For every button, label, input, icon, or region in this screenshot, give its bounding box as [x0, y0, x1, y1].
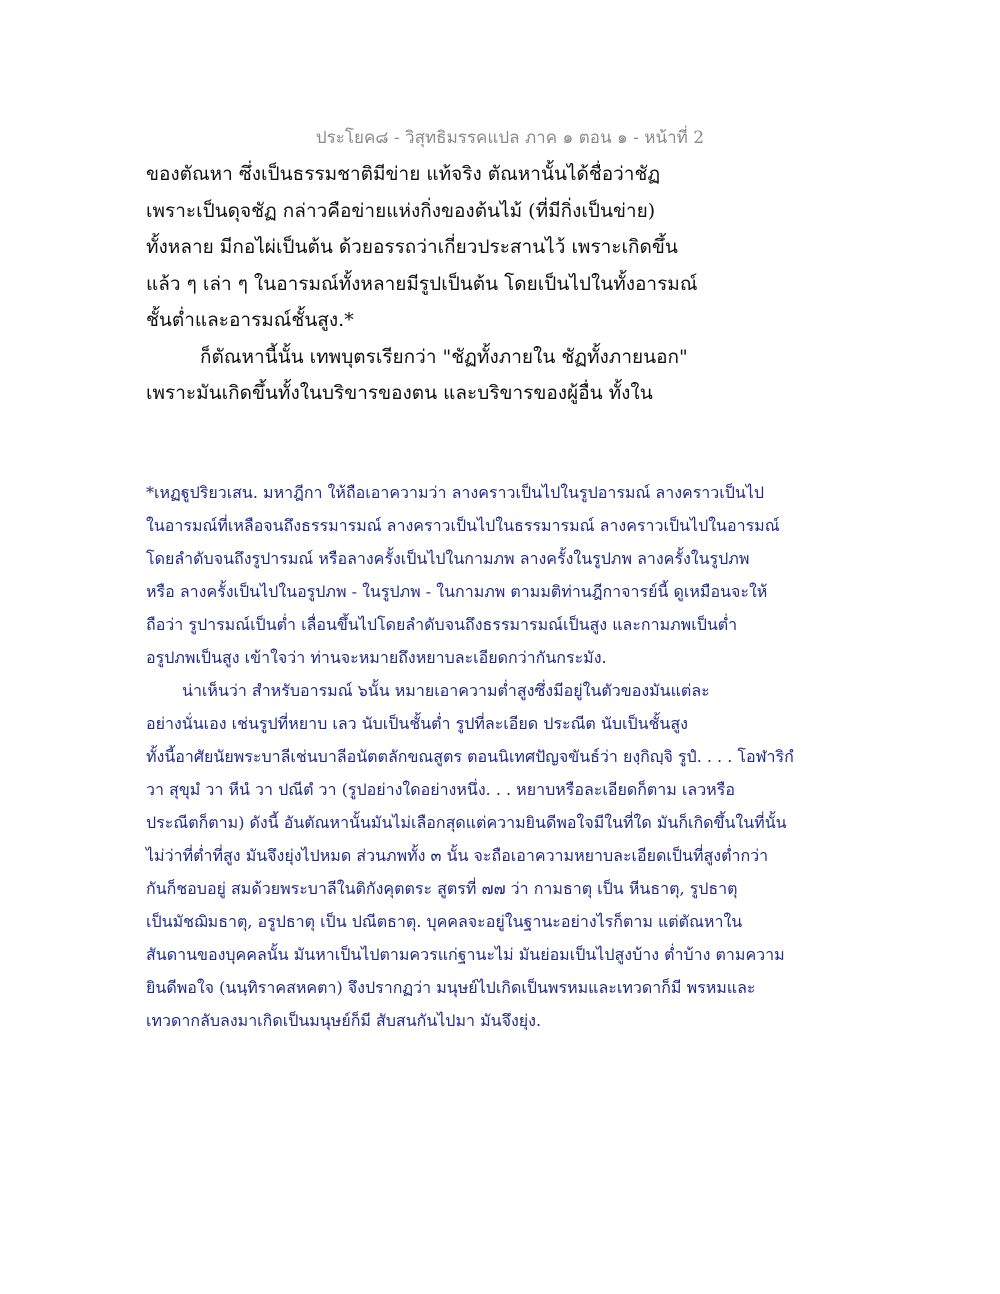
footnote-line: อย่างนั่นเอง เช่นรูปที่หยาบ เลว นับเป็นชั้นต่ำ รูปที่ละเอียด ประณีต นับเป็นชั้นสูง	[146, 714, 688, 733]
page-header: ประโยค๘ - วิสุทธิมรรคแปล ภาค ๑ ตอน ๑ - หน้าที่ 2	[315, 128, 705, 148]
footnote-line: โดยลำดับจนถึงรูปารมณ์ หรือลางครั้งเป็นไปในกามภพ ลางครั้งในรูปภพ ลางครั้งในรูปภพ	[146, 549, 750, 568]
body-line: เพราะมันเกิดขึ้นทั้งในบริขารของตน และบริขารของผู้อื่น ทั้งใน	[146, 382, 653, 404]
footnote	[146, 476, 866, 1037]
footnote-line: น่าเห็นว่า สำหรับอารมณ์ ๖นั้น หมายเอาความต่ำสูงซึ่งมีอยู่ในตัวของมันแต่ละ	[182, 681, 710, 700]
body-line: ชั้นต่ำและอารมณ์ชั้นสูง.*	[146, 309, 354, 331]
footnote-line: ประณีตก็ตาม) ดังนี้ อันตัณหานั้นมันไม่เลือกสุดแต่ความยินดีพอใจมีในที่ใด มันก็เกิดขึ้นในที่นั้น	[146, 813, 787, 832]
footnote-line: ถือว่า รูปารมณ์เป็นต่ำ เลื่อนขึ้นไปโดยลำดับจนถึงธรรมารมณ์เป็นสูง และกามภพเป็นต่ำ	[146, 615, 738, 634]
footnote-line: ยินดีพอใจ (นนฺทิราคสหคตา) จึงปรากฏว่า มนุษย์ไปเกิดเป็นพรหมและเทวดาก็มี พรหมและ	[146, 978, 756, 997]
footnote-line: ไม่ว่าที่ต่ำที่สูง มันจึงยุ่งไปหมด ส่วนภพทั้ง ๓ นั้น จะถือเอาความหยาบละเอียดเป็นที่สูงต่ำกว่า	[146, 846, 769, 865]
footnote-line: ในอารมณ์ที่เหลือจนถึงธรรมารมณ์ ลางคราวเป็นไปในธรรมารมณ์ ลางคราวเป็นไปในอารมณ์	[146, 516, 780, 535]
footnote-line: อรูปภพเป็นสูง เข้าใจว่า ท่านจะหมายถึงหยาบละเอียดกว่ากันกระมัง.	[146, 648, 607, 667]
footnote-line: ทั้งนี้อาศัยนัยพระบาลีเช่นบาลีอนัตตลักขณสูตร ตอนนิเทศปัญจขันธ์ว่า ยงฺกิญฺจิ รูปํ. . . . โอฬาริกํ	[146, 747, 794, 766]
body-line: ของตัณหา ซึ่งเป็นธรรมชาติมีข่าย แท้จริง ตัณหานั้นได้ชื่อว่าชัฏ	[146, 163, 661, 185]
footnote-line: สันดานของบุคคลนั้น มันหาเป็นไปตามควรแก่ฐานะไม่ มันย่อมเป็นไปสูงบ้าง ต่ำบ้าง ตามความ	[146, 945, 785, 964]
footnote-line: เทวดากลับลงมาเกิดเป็นมนุษย์ก็มี สับสนกันไปมา มันจึงยุ่ง.	[146, 1011, 542, 1030]
body-line: ทั้งหลาย มีกอไผ่เป็นต้น ด้วยอรรถว่าเกี่ยวประสานไว้ เพราะเกิดขึ้น	[146, 236, 678, 258]
footnote-line: หรือ ลางครั้งเป็นไปในอรูปภพ - ในรูปภพ - ในกามภพ ตามมติท่านฎีกาจารย์นี้ ดูเหมือนจะให้	[146, 582, 768, 601]
footnote-line: เป็นมัชฌิมธาตุ, อรูปธาตุ เป็น ปณีตธาตุ. บุคคลจะอยู่ในฐานะอย่างไรก็ตาม แต่ตัณหาใน	[146, 912, 743, 931]
main-text	[146, 156, 866, 412]
footnote-line: กันก็ชอบอยู่ สมด้วยพระบาลีในติกังคุตตระ สูตรที่ ๗๗ ว่า กามธาตุ เป็น หีนธาตุ, รูปธาตุ	[146, 879, 738, 898]
body-line: เพราะเป็นดุจชัฏ กล่าวคือข่ายแห่งกิ่งของต้นไม้ (ที่มีกิ่งเป็นข่าย)	[146, 199, 656, 222]
footnote-line: *เหฏฐูปริยวเสน. มหาฎีกา ให้ถือเอาความว่า ลางคราวเป็นไปในรูปอารมณ์ ลางคราวเป็นไป	[146, 483, 765, 502]
footnote-line: วา สุขุมํ วา หีนํ วา ปณีตํ วา (รูปอย่างใดอย่างหนึ่ง. . . หยาบหรือละเอียดก็ตาม เลวหรือ	[146, 780, 735, 799]
body-line: ก็ตัณหานี้นั้น เทพบุตรเรียกว่า "ชัฏทั้งภายใน ชัฏทั้งภายนอก"	[200, 345, 688, 368]
body-line: แล้ว ๆ เล่า ๆ ในอารมณ์ทั้งหลายมีรูปเป็นต้น โดยเป็นไปในทั้งอารมณ์	[146, 272, 698, 295]
